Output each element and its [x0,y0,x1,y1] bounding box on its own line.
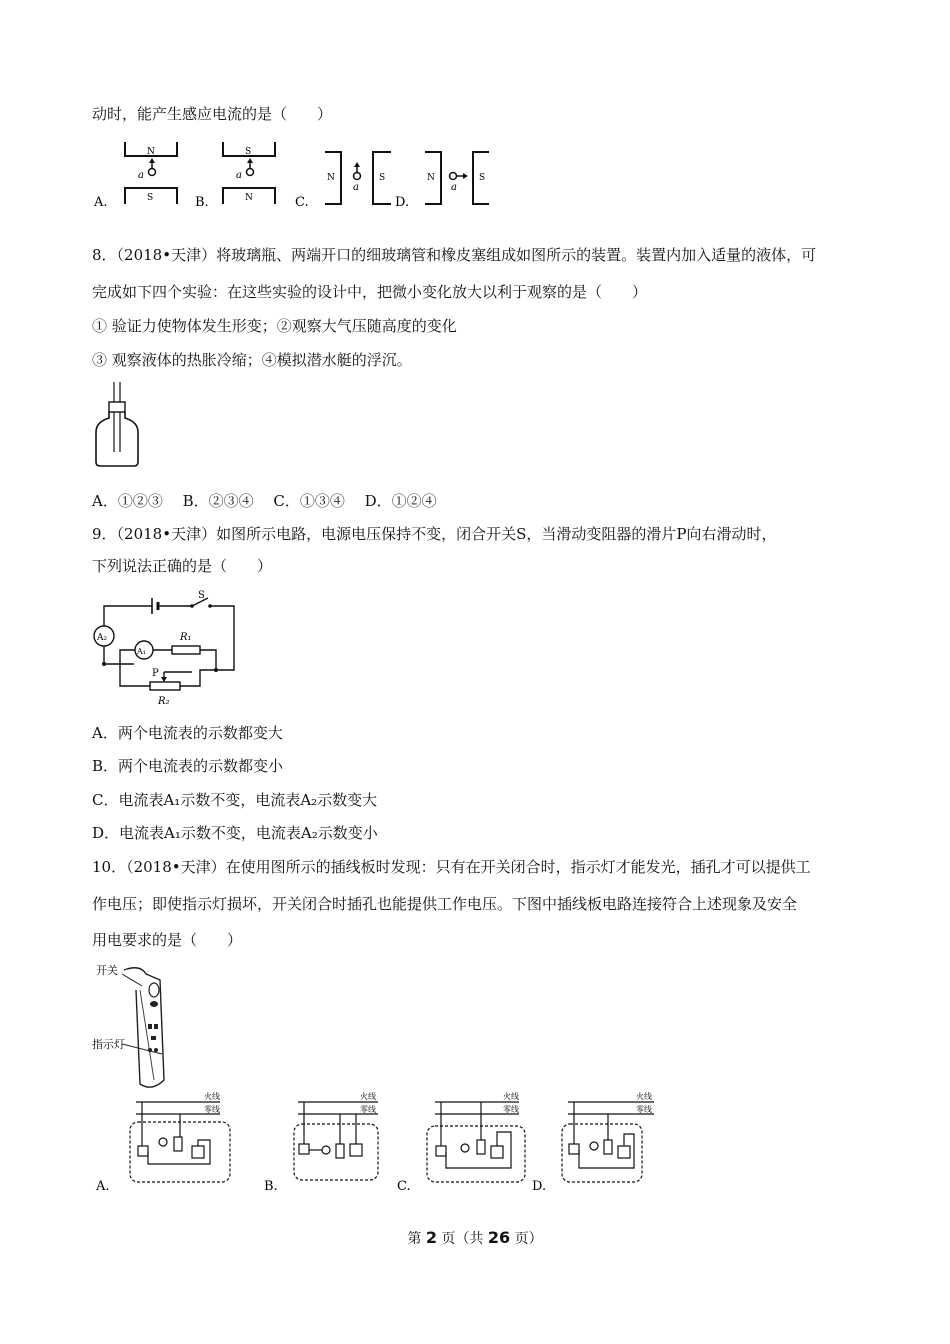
neutral-wire-label: 零线 [360,1105,376,1114]
pole-label-s: S [147,193,154,203]
q10-stem-line-2: 作电压；即使指示灯损坏，开关闭合时插孔也能提供工作电压。下图中插线板电路连接符合上述现象及安全 [92,895,798,913]
q9-option-b: B．两个电流表的示数都变小 [92,757,284,775]
pole-label-n: N [327,173,335,183]
live-wire-label: 火线 [636,1092,652,1101]
q8-item-line-1: ① 验证力使物体发生形变；②观察大气压随高度的变化 [92,317,457,335]
ammeter-a2-label: A₂ [97,633,108,643]
total-pages: 26 [487,1228,511,1247]
live-wire-label: 火线 [204,1092,220,1101]
q8-stem-line-1: 8．（2018•天津）将玻璃瓶、两端开口的细玻璃管和橡皮塞组成如图所示的装置。装置内加入适量的液体，可 [92,246,817,264]
conductor-label: a [236,170,242,181]
q9-stem-line-1: 9．（2018•天津）如图所示电路，电源电压保持不变，闭合开关S，当滑动变阻器的滑片P向右滑动时， [92,525,777,543]
switch-label: 开关 [96,964,118,977]
footer-mid: 页（共 [436,1231,488,1247]
q7-option-a-label: A. [94,195,108,210]
q9-circuit-diagram [92,588,242,708]
ammeter-a1-label: A₁ [137,647,146,656]
q7-option-b-label: B. [195,195,209,210]
q7-figure-b [195,138,295,208]
q10-power-strip-figure [92,960,202,1100]
q8-options: A．①②③ B．②③④ C．①③④ D．①②④ [92,492,437,510]
conductor-label: a [138,170,144,181]
q10-stem-line-3: 用电要求的是（ ） [92,931,243,949]
neutral-wire-label: 零线 [204,1105,220,1114]
pole-label-n: N [147,147,155,157]
pole-label-n: N [245,193,253,203]
q9-option-c: C．电流表A₁示数不变，电流表A₂示数变大 [92,791,378,809]
q7-figure-a [92,138,192,208]
q10-option-b-label: B. [264,1179,278,1194]
q8-stem-line-2: 完成如下四个实验：在这些实验的设计中，把微小变化放大以利于观察的是（ ） [92,283,648,301]
q7-figure-c [295,138,395,208]
neutral-wire-label: 零线 [636,1105,652,1114]
pole-label-s: S [245,147,252,157]
pole-label-s: S [479,173,486,183]
q9-option-d: D．电流表A₁示数不变，电流表A₂示数变小 [92,824,378,842]
live-wire-label: 火线 [360,1092,376,1101]
pole-label-s: S [379,173,386,183]
q10-circuit-a [92,1090,252,1200]
q9-stem-line-2: 下列说法正确的是（ ） [92,557,273,575]
live-wire-label: 火线 [503,1092,519,1101]
slider-p-label: P [152,668,159,679]
resistor-r2-label: R₂ [158,696,170,707]
page-footer [0,1228,950,1248]
q7-option-c-label: C. [295,195,309,210]
q7-figure-d [395,138,495,208]
resistor-r1-label: R₁ [180,632,192,643]
neutral-wire-label: 零线 [503,1105,519,1114]
footer-suffix: 页） [510,1231,543,1247]
q10-option-c-label: C. [397,1179,411,1194]
q9-option-a: A．两个电流表的示数都变大 [92,724,283,742]
switch-label: S [198,590,205,601]
q8-bottle-figure [92,380,152,472]
q10-option-d-label: D. [532,1179,547,1194]
q10-option-a-label: A. [96,1179,110,1194]
q7-option-d-label: D. [395,195,410,210]
conductor-label: a [353,182,359,193]
conductor-label: a [451,182,457,193]
footer-prefix: 第 [407,1231,426,1247]
page-number: 2 [425,1228,437,1247]
pole-label-n: N [427,173,435,183]
indicator-lamp-label: 指示灯 [92,1038,125,1051]
q8-item-line-2: ③ 观察液体的热胀冷缩；④模拟潜水艇的浮沉。 [92,351,412,369]
q10-stem-line-1: 10．（2018•天津）在使用图所示的插线板时发现：只有在开关闭合时，指示灯才能发光，插孔才可以提供工 [92,858,811,876]
q10-circuit-d [530,1090,690,1200]
q7-question-text: 动时，能产生感应电流的是（ ） [92,105,333,123]
